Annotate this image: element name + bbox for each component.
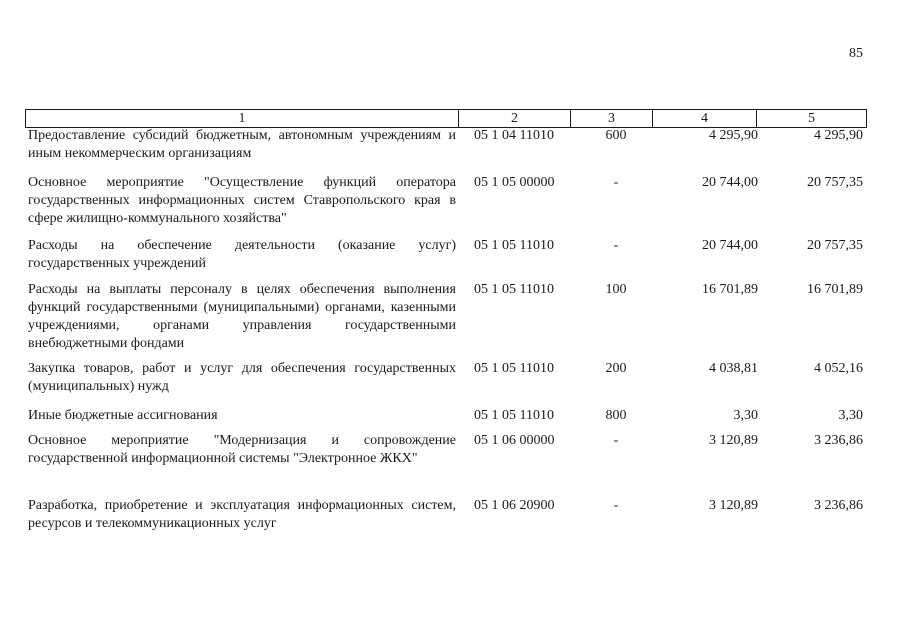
row-year1: 4 295,90 (709, 128, 758, 143)
row-year1: 3 120,89 (709, 498, 758, 513)
row-code: 05 1 05 00000 (474, 175, 555, 190)
row-vr: 800 (605, 408, 627, 423)
row-year1: 20 744,00 (702, 175, 758, 190)
row-year2: 20 757,35 (807, 175, 863, 190)
row-code: 05 1 05 11010 (474, 282, 554, 297)
row-year1: 16 701,89 (702, 282, 758, 297)
row-year1: 3,30 (733, 408, 758, 423)
row-code: 05 1 04 11010 (474, 128, 554, 143)
table-header (25, 109, 867, 128)
row-year2: 4 295,90 (814, 128, 863, 143)
row-year2: 4 052,16 (814, 361, 863, 376)
row-year1: 20 744,00 (702, 238, 758, 253)
row-year2: 3 236,86 (814, 433, 863, 448)
row-vr: - (613, 175, 619, 190)
row-code: 05 1 06 00000 (474, 433, 555, 448)
row-year2: 16 701,89 (807, 282, 863, 297)
header-col-4: 4 (653, 110, 757, 128)
row-name: Расходы на обеспечение деятельности (оказание услуг) государственных учреждений (28, 238, 456, 271)
row-code: 05 1 05 11010 (474, 408, 554, 423)
header-col-2: 2 (459, 110, 571, 128)
row-name: Основное мероприятие "Осуществление функций оператора государственных информационных систем Ставропольского края в сфере жилищно-коммунального хозяйства" (28, 175, 456, 226)
row-year2: 3,30 (838, 408, 863, 423)
header-row (26, 110, 867, 128)
row-year1: 3 120,89 (709, 433, 758, 448)
row-vr: - (613, 433, 619, 448)
header-col-3: 3 (571, 110, 653, 128)
row-year2: 3 236,86 (814, 498, 863, 513)
row-code: 05 1 06 20900 (474, 498, 555, 513)
row-vr: - (613, 238, 619, 253)
header-col-1: 1 (26, 110, 459, 128)
row-name: Расходы на выплаты персоналу в целях обеспечения выполнения функций государственными (муниципальными) органами, казенными учреждениями, органами управления государственными внебюджетными фондами (28, 282, 456, 351)
row-code: 05 1 05 11010 (474, 361, 554, 376)
row-year2: 20 757,35 (807, 238, 863, 253)
row-vr: 100 (605, 282, 627, 297)
header-col-5: 5 (757, 110, 867, 128)
row-vr: - (613, 498, 619, 513)
row-name: Иные бюджетные ассигнования (28, 408, 218, 423)
row-vr: 600 (605, 128, 627, 143)
row-year1: 4 038,81 (709, 361, 758, 376)
row-name: Разработка, приобретение и эксплуатация информационных систем, ресурсов и телекоммуникационных услуг (28, 498, 456, 531)
row-name: Закупка товаров, работ и услуг для обеспечения государственных (муниципальных) нужд (28, 361, 456, 394)
row-name: Основное мероприятие "Модернизация и сопровождение государственной информационной системы "Электронное ЖКХ" (28, 433, 456, 466)
row-code: 05 1 05 11010 (474, 238, 554, 253)
page-number: 85 (849, 46, 863, 61)
row-vr: 200 (605, 361, 627, 376)
row-name: Предоставление субсидий бюджетным, автономным учреждениям и иным некоммерческим организациям (28, 128, 456, 161)
